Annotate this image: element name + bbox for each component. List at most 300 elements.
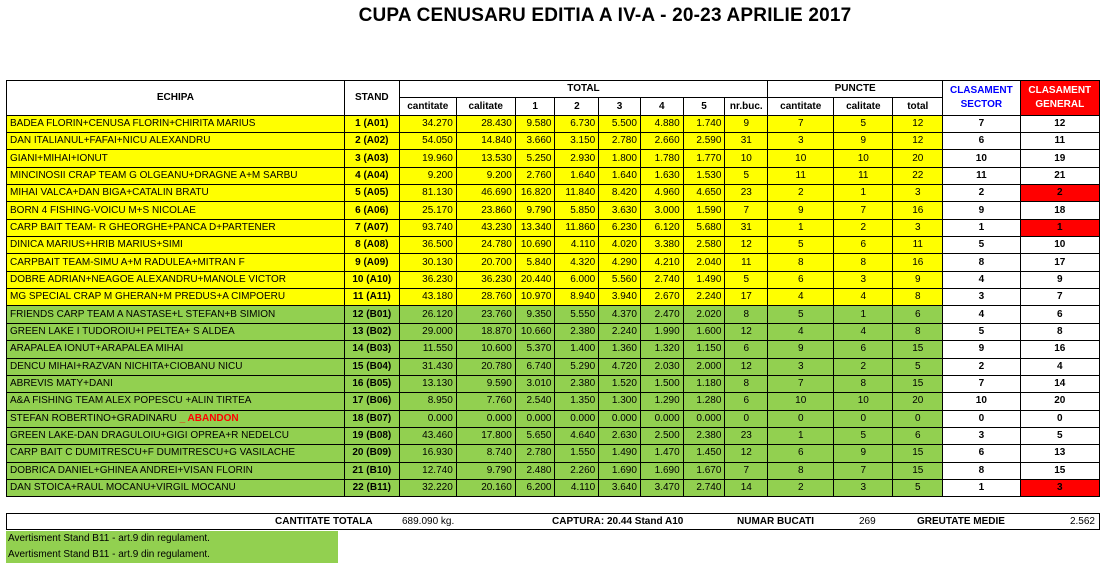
day3-cell: 4.370: [599, 306, 641, 323]
team-name-cell: [7, 150, 345, 167]
day5-cell: 2.380: [683, 427, 725, 444]
pieces-cell: 9: [725, 115, 768, 132]
day2-cell: 1.400: [555, 341, 599, 358]
team-name-cell: [7, 289, 345, 306]
team-name: FRIENDS CARP TEAM A NASTASE+L STEFAN+B SIMION: [10, 308, 276, 320]
day5-cell: 1.280: [683, 393, 725, 410]
stand-cell: 21 (B10): [344, 462, 399, 479]
stand-cell: 3 (A03): [344, 150, 399, 167]
day4-cell: 1.990: [640, 323, 683, 340]
header-cantitate: cantitate: [399, 98, 456, 115]
team-name: STEFAN ROBERTINO+GRADINARU: [10, 412, 177, 424]
team-name: DOBRICA DANIEL+GHINEA ANDREI+VISAN FLORIN: [10, 464, 253, 476]
points-quantity-cell: 10: [768, 150, 834, 167]
day3-cell: 3.640: [599, 479, 641, 496]
day2-cell: 5.850: [555, 202, 599, 219]
quality-cell: 20.160: [456, 479, 515, 496]
quantity-cell: 9.200: [399, 167, 456, 184]
header-day-1: 1: [515, 98, 555, 115]
general-rank-cell: 8: [1020, 323, 1099, 340]
results-body: [7, 115, 1100, 497]
quality-cell: 9.790: [456, 462, 515, 479]
day4-cell: 2.660: [640, 133, 683, 150]
day4-cell: 1.470: [640, 445, 683, 462]
header-puncte: PUNCTE: [768, 81, 943, 98]
day2-cell: 6.000: [555, 271, 599, 288]
day4-cell: 1.690: [640, 462, 683, 479]
day2-cell: 5.550: [555, 306, 599, 323]
stand-cell: 13 (B02): [344, 323, 399, 340]
day5-cell: 1.670: [683, 462, 725, 479]
team-name: MIHAI VALCA+DAN BIGA+CATALIN BRATU: [10, 187, 209, 199]
day1-cell: 20.440: [515, 271, 555, 288]
points-total-cell: 6: [893, 427, 943, 444]
general-rank-cell: 6: [1020, 306, 1099, 323]
pieces-cell: 31: [725, 133, 768, 150]
sector-rank-cell: 2: [943, 185, 1020, 202]
points-quality-cell: 6: [834, 237, 893, 254]
points-quantity-cell: 1: [768, 219, 834, 236]
points-quality-cell: 3: [834, 271, 893, 288]
stand-cell: 14 (B03): [344, 341, 399, 358]
header-day-2: 2: [555, 98, 599, 115]
sector-rank-cell: 9: [943, 202, 1020, 219]
header-day-5: 5: [683, 98, 725, 115]
quantity-cell: 13.130: [399, 375, 456, 392]
day5-cell: 2.000: [683, 358, 725, 375]
day2-cell: 4.320: [555, 254, 599, 271]
table-row: [7, 254, 1100, 271]
team-name-cell: [7, 375, 345, 392]
team-name-cell: [7, 393, 345, 410]
quality-cell: 46.690: [456, 185, 515, 202]
team-name-cell: [7, 133, 345, 150]
quality-cell: 8.740: [456, 445, 515, 462]
points-quality-cell: 5: [834, 115, 893, 132]
day3-cell: 5.500: [599, 115, 641, 132]
sector-rank-cell: 1: [943, 479, 1020, 496]
stand-cell: 5 (A05): [344, 185, 399, 202]
team-name-cell: [7, 185, 345, 202]
total-quantity-label: CANTITATE TOTALA: [275, 516, 373, 527]
quantity-cell: 36.230: [399, 271, 456, 288]
day1-cell: 2.480: [515, 462, 555, 479]
quantity-cell: 36.500: [399, 237, 456, 254]
day1-cell: 16.820: [515, 185, 555, 202]
team-name-cell: [7, 202, 345, 219]
day5-cell: 1.450: [683, 445, 725, 462]
pieces-cell: 23: [725, 427, 768, 444]
stand-cell: 10 (A10): [344, 271, 399, 288]
points-total-cell: 8: [893, 323, 943, 340]
table-row: [7, 185, 1100, 202]
points-quantity-cell: 5: [768, 237, 834, 254]
points-total-cell: 20: [893, 393, 943, 410]
general-rank-cell: 17: [1020, 254, 1099, 271]
day1-cell: 10.690: [515, 237, 555, 254]
points-quality-cell: 9: [834, 133, 893, 150]
total-quantity-value: 689.090 kg.: [402, 516, 455, 527]
points-quantity-cell: 8: [768, 462, 834, 479]
points-quantity-cell: 9: [768, 202, 834, 219]
day2-cell: 2.380: [555, 375, 599, 392]
points-total-cell: 22: [893, 167, 943, 184]
points-total-cell: 9: [893, 271, 943, 288]
points-quantity-cell: 2: [768, 185, 834, 202]
general-rank-cell: 2: [1020, 185, 1099, 202]
team-name: GIANI+MIHAI+IONUT: [10, 152, 108, 164]
points-quantity-cell: 5: [768, 306, 834, 323]
pieces-cell: 31: [725, 219, 768, 236]
day2-cell: 4.640: [555, 427, 599, 444]
table-row: [7, 410, 1100, 427]
team-name-cell: [7, 115, 345, 132]
abandon-label: _ ABANDON: [179, 412, 239, 424]
points-total-cell: 15: [893, 462, 943, 479]
points-total-cell: 12: [893, 133, 943, 150]
quality-cell: 9.590: [456, 375, 515, 392]
quality-cell: 7.760: [456, 393, 515, 410]
team-name: CARP BAIT TEAM- R GHEORGHE+PANCA D+PARTENER: [10, 221, 276, 233]
avg-weight-value: 2.562: [1069, 516, 1095, 527]
general-rank-cell: 5: [1020, 427, 1099, 444]
team-name: GREEN LAKE I TUDOROIU+I PELTEA+ S ALDEA: [10, 325, 235, 337]
day4-cell: 2.740: [640, 271, 683, 288]
team-name: DAN ITALIANUL+FAFAI+NICU ALEXANDRU: [10, 135, 211, 147]
sector-rank-cell: 10: [943, 393, 1020, 410]
sector-rank-cell: 5: [943, 323, 1020, 340]
day5-cell: 2.590: [683, 133, 725, 150]
points-total-cell: 15: [893, 341, 943, 358]
day3-cell: 1.640: [599, 167, 641, 184]
table-row: [7, 462, 1100, 479]
sector-rank-cell: 3: [943, 289, 1020, 306]
day2-cell: 2.380: [555, 323, 599, 340]
general-rank-cell: 12: [1020, 115, 1099, 132]
day2-cell: 11.860: [555, 219, 599, 236]
day2-cell: 6.730: [555, 115, 599, 132]
day5-cell: 5.680: [683, 219, 725, 236]
table-row: [7, 237, 1100, 254]
day1-cell: 3.010: [515, 375, 555, 392]
table-row: [7, 323, 1100, 340]
quantity-cell: 0.000: [399, 410, 456, 427]
stand-cell: 16 (B05): [344, 375, 399, 392]
pieces-label: NUMAR BUCATI: [737, 516, 815, 527]
sector-rank-cell: 1: [943, 219, 1020, 236]
team-name: ABREVIS MATY+DANI: [10, 378, 113, 390]
quality-cell: 9.200: [456, 167, 515, 184]
pieces-cell: 11: [725, 254, 768, 271]
pieces-cell: 7: [725, 202, 768, 219]
quality-cell: 36.230: [456, 271, 515, 288]
sector-rank-cell: 11: [943, 167, 1020, 184]
quantity-cell: 11.550: [399, 341, 456, 358]
points-total-cell: 8: [893, 289, 943, 306]
day2-cell: 8.940: [555, 289, 599, 306]
stand-cell: 12 (B01): [344, 306, 399, 323]
results-table: [6, 80, 1100, 497]
header-day-3: 3: [599, 98, 641, 115]
points-quality-cell: 1: [834, 185, 893, 202]
sector-rank-cell: 7: [943, 375, 1020, 392]
points-quantity-cell: 8: [768, 254, 834, 271]
stand-cell: 18 (B07): [344, 410, 399, 427]
quantity-cell: 25.170: [399, 202, 456, 219]
day4-cell: 1.500: [640, 375, 683, 392]
day4-cell: 3.380: [640, 237, 683, 254]
points-total-cell: 3: [893, 219, 943, 236]
sector-rank-cell: 3: [943, 427, 1020, 444]
quantity-cell: 12.740: [399, 462, 456, 479]
day5-cell: 1.740: [683, 115, 725, 132]
day4-cell: 2.670: [640, 289, 683, 306]
points-total-cell: 11: [893, 237, 943, 254]
points-quantity-cell: 1: [768, 427, 834, 444]
day4-cell: 4.880: [640, 115, 683, 132]
day3-cell: 1.360: [599, 341, 641, 358]
table-row: [7, 271, 1100, 288]
points-total-cell: 5: [893, 358, 943, 375]
pieces-cell: 12: [725, 445, 768, 462]
day3-cell: 4.020: [599, 237, 641, 254]
day1-cell: 6.200: [515, 479, 555, 496]
team-name-cell: [7, 237, 345, 254]
points-quality-cell: 6: [834, 341, 893, 358]
general-rank-cell: 20: [1020, 393, 1099, 410]
team-name: CARPBAIT TEAM-SIMU A+M RADULEA+MITRAN F: [10, 256, 245, 268]
header-nr-buc: nr.buc.: [725, 98, 768, 115]
team-name: DOBRE ADRIAN+NEAGOE ALEXANDRU+MANOLE VICTOR: [10, 273, 287, 285]
team-name-cell: [7, 341, 345, 358]
day4-cell: 1.320: [640, 341, 683, 358]
day1-cell: 9.350: [515, 306, 555, 323]
sector-rank-cell: 8: [943, 462, 1020, 479]
points-quality-cell: 2: [834, 358, 893, 375]
day2-cell: 1.550: [555, 445, 599, 462]
day2-cell: 1.640: [555, 167, 599, 184]
points-total-cell: 16: [893, 254, 943, 271]
points-quantity-cell: 6: [768, 271, 834, 288]
sector-rank-cell: 7: [943, 115, 1020, 132]
quality-cell: 28.430: [456, 115, 515, 132]
day1-cell: 10.970: [515, 289, 555, 306]
sector-rank-cell: 4: [943, 271, 1020, 288]
general-rank-cell: 14: [1020, 375, 1099, 392]
quantity-cell: 34.270: [399, 115, 456, 132]
day3-cell: 3.630: [599, 202, 641, 219]
day4-cell: 0.000: [640, 410, 683, 427]
day4-cell: 1.780: [640, 150, 683, 167]
day3-cell: 4.290: [599, 254, 641, 271]
capture-info: CAPTURA: 20.44 Stand A10: [552, 516, 684, 527]
general-rank-cell: 19: [1020, 150, 1099, 167]
quality-cell: 43.230: [456, 219, 515, 236]
quantity-cell: 8.950: [399, 393, 456, 410]
points-quality-cell: 0: [834, 410, 893, 427]
header-clasament-general: CLASAMENT GENERAL: [1020, 81, 1099, 116]
day3-cell: 8.420: [599, 185, 641, 202]
pieces-cell: 12: [725, 358, 768, 375]
general-rank-cell: 7: [1020, 289, 1099, 306]
day3-cell: 0.000: [599, 410, 641, 427]
table-row: [7, 393, 1100, 410]
stand-cell: 20 (B09): [344, 445, 399, 462]
header-puncte-total: total: [893, 98, 943, 115]
quality-cell: 18.870: [456, 323, 515, 340]
header-stand: STAND: [344, 81, 399, 116]
day2-cell: 4.110: [555, 479, 599, 496]
general-rank-cell: 11: [1020, 133, 1099, 150]
header-clasament-sector: CLASAMENT SECTOR: [943, 81, 1020, 116]
stand-cell: 2 (A02): [344, 133, 399, 150]
day3-cell: 1.690: [599, 462, 641, 479]
points-total-cell: 20: [893, 150, 943, 167]
general-rank-cell: 9: [1020, 271, 1099, 288]
day5-cell: 2.040: [683, 254, 725, 271]
team-name: MINCINOSII CRAP TEAM G OLGEANU+DRAGNE A+M SARBU: [10, 169, 298, 181]
sector-rank-cell: 8: [943, 254, 1020, 271]
header-total: TOTAL: [399, 81, 767, 98]
points-quantity-cell: 10: [768, 393, 834, 410]
sector-rank-cell: 6: [943, 133, 1020, 150]
table-row: [7, 375, 1100, 392]
general-rank-cell: 13: [1020, 445, 1099, 462]
points-quality-cell: 2: [834, 219, 893, 236]
points-quantity-cell: 3: [768, 133, 834, 150]
day5-cell: 2.240: [683, 289, 725, 306]
team-name: MG SPECIAL CRAP M GHERAN+M PREDUS+A CIMPOERU: [10, 291, 286, 303]
day4-cell: 1.290: [640, 393, 683, 410]
quantity-cell: 81.130: [399, 185, 456, 202]
team-name-cell: [7, 358, 345, 375]
points-quantity-cell: 11: [768, 167, 834, 184]
points-quality-cell: 10: [834, 150, 893, 167]
quality-cell: 14.840: [456, 133, 515, 150]
avg-weight-label: GREUTATE MEDIE: [917, 516, 1005, 527]
pieces-cell: 5: [725, 167, 768, 184]
general-rank-cell: 1: [1020, 219, 1099, 236]
points-total-cell: 5: [893, 479, 943, 496]
day2-cell: 0.000: [555, 410, 599, 427]
stand-cell: 22 (B11): [344, 479, 399, 496]
table-row: [7, 289, 1100, 306]
points-quality-cell: 7: [834, 462, 893, 479]
quantity-cell: 30.130: [399, 254, 456, 271]
stand-cell: 17 (B06): [344, 393, 399, 410]
table-row: [7, 133, 1100, 150]
day1-cell: 6.740: [515, 358, 555, 375]
day3-cell: 3.940: [599, 289, 641, 306]
general-rank-cell: 18: [1020, 202, 1099, 219]
quality-cell: 10.600: [456, 341, 515, 358]
day5-cell: 1.490: [683, 271, 725, 288]
points-quality-cell: 9: [834, 445, 893, 462]
day4-cell: 1.630: [640, 167, 683, 184]
pieces-cell: 12: [725, 323, 768, 340]
quantity-cell: 26.120: [399, 306, 456, 323]
team-name-cell: [7, 271, 345, 288]
header-calitate: calitate: [456, 98, 515, 115]
day3-cell: 6.230: [599, 219, 641, 236]
day5-cell: 0.000: [683, 410, 725, 427]
quantity-cell: 32.220: [399, 479, 456, 496]
pieces-cell: 7: [725, 462, 768, 479]
day1-cell: 2.760: [515, 167, 555, 184]
points-quantity-cell: 2: [768, 479, 834, 496]
points-quantity-cell: 4: [768, 323, 834, 340]
points-total-cell: 15: [893, 445, 943, 462]
day3-cell: 2.240: [599, 323, 641, 340]
sector-rank-cell: 9: [943, 341, 1020, 358]
day5-cell: 1.590: [683, 202, 725, 219]
team-name: DENCU MIHAI+RAZVAN NICHITA+CIOBANU NICU: [10, 360, 243, 372]
day1-cell: 5.370: [515, 341, 555, 358]
general-rank-cell: 15: [1020, 462, 1099, 479]
points-total-cell: 12: [893, 115, 943, 132]
quantity-cell: 93.740: [399, 219, 456, 236]
general-rank-cell: 10: [1020, 237, 1099, 254]
stand-cell: 6 (A06): [344, 202, 399, 219]
pieces-cell: 0: [725, 410, 768, 427]
stand-cell: 9 (A09): [344, 254, 399, 271]
table-row: [7, 219, 1100, 236]
day3-cell: 5.560: [599, 271, 641, 288]
team-name-cell: [7, 427, 345, 444]
quantity-cell: 43.180: [399, 289, 456, 306]
points-quantity-cell: 9: [768, 341, 834, 358]
general-rank-cell: 0: [1020, 410, 1099, 427]
points-quality-cell: 11: [834, 167, 893, 184]
day1-cell: 5.250: [515, 150, 555, 167]
pieces-cell: 5: [725, 271, 768, 288]
day3-cell: 2.780: [599, 133, 641, 150]
pieces-cell: 10: [725, 150, 768, 167]
table-row: [7, 427, 1100, 444]
sector-rank-cell: 5: [943, 237, 1020, 254]
team-name-cell: [7, 167, 345, 184]
day4-cell: 3.000: [640, 202, 683, 219]
team-name-cell: [7, 479, 345, 496]
table-row: [7, 202, 1100, 219]
sector-rank-cell: 6: [943, 445, 1020, 462]
table-row: [7, 167, 1100, 184]
points-total-cell: 3: [893, 185, 943, 202]
quantity-cell: 29.000: [399, 323, 456, 340]
day2-cell: 5.290: [555, 358, 599, 375]
day2-cell: 2.260: [555, 462, 599, 479]
day4-cell: 4.960: [640, 185, 683, 202]
quality-cell: 23.760: [456, 306, 515, 323]
team-name: BADEA FLORIN+CENUSA FLORIN+CHIRITA MARIUS: [10, 117, 256, 129]
table-row: [7, 115, 1100, 132]
day5-cell: 2.020: [683, 306, 725, 323]
pieces-value: 269: [859, 516, 876, 527]
day1-cell: 2.780: [515, 445, 555, 462]
pieces-cell: 23: [725, 185, 768, 202]
sector-rank-cell: 0: [943, 410, 1020, 427]
team-name-cell: [7, 323, 345, 340]
points-total-cell: 15: [893, 375, 943, 392]
pieces-cell: 6: [725, 341, 768, 358]
sector-rank-cell: 2: [943, 358, 1020, 375]
points-total-cell: 6: [893, 306, 943, 323]
page-title: CUPA CENUSARU EDITIA A IV-A - 20-23 APRILIE 2017: [358, 5, 852, 26]
general-rank-cell: 21: [1020, 167, 1099, 184]
team-name: A&A FISHING TEAM ALEX POPESCU +ALIN TIRTEA: [10, 395, 252, 407]
points-quality-cell: 7: [834, 202, 893, 219]
stand-cell: 1 (A01): [344, 115, 399, 132]
